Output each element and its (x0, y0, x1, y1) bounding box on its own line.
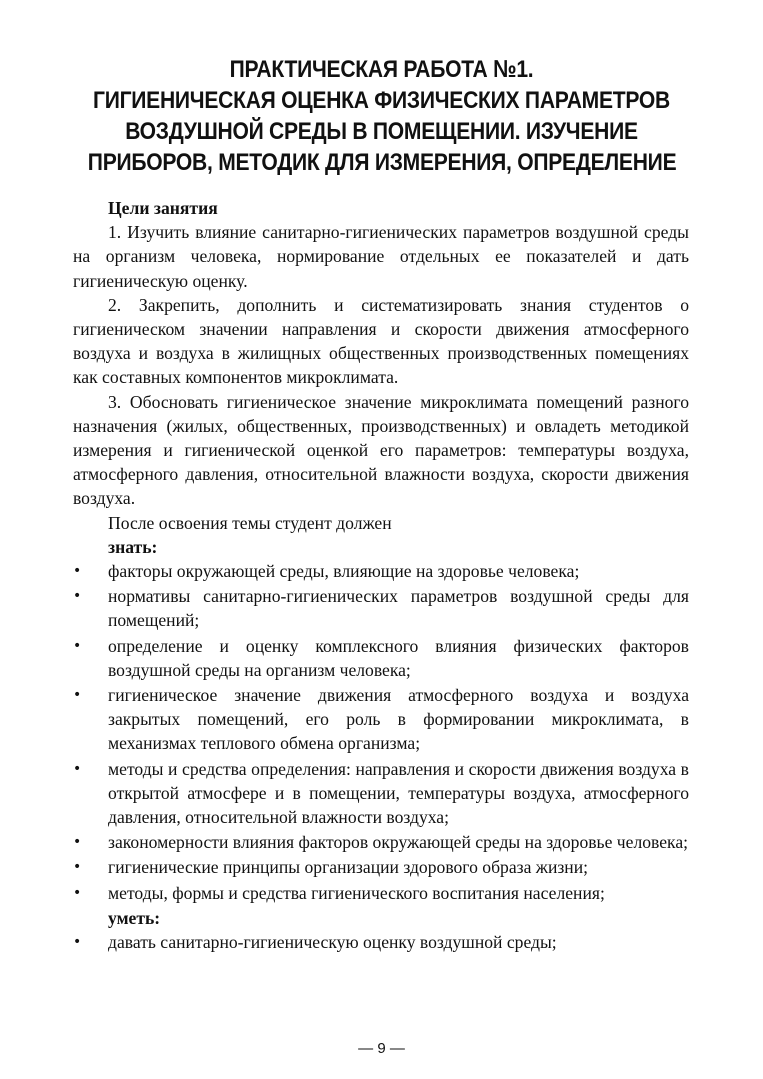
list-item (73, 830, 689, 854)
list-item-text: гигиеническое значение движения атмосферного воздуха и воздуха закрытых помещений, его роль в формировании микроклимата, в механизмах теплового обмена организма; (108, 685, 689, 754)
list-item (73, 881, 689, 905)
bullet-icon: • (73, 760, 82, 777)
title-line: ПРАКТИЧЕСКАЯ РАБОТА №1. (229, 56, 534, 83)
bullet-icon: • (73, 884, 82, 901)
list-item-text: методы и средства определения: направления и скорости движения воздуха в открытой атмосфере и в помещении, температуры воздуха, атмосферного давления, относительной влажности воздуха; (108, 758, 689, 828)
after-text: После освоения темы студент должен (108, 512, 392, 533)
can-heading: уметь: (108, 907, 161, 928)
list-item-text: факторы окружающей среды, влияющие на здоровье человека; (108, 561, 580, 582)
bullet-icon: • (73, 859, 82, 876)
know-heading: знать: (108, 536, 158, 557)
list-item (73, 559, 689, 583)
list-item (73, 683, 689, 756)
list-item (73, 584, 689, 632)
goal-paragraph: 1. Изучить влияние санитарно-гигиенических параметров воздушной среды на организм человека, нормирование отдельных ее показателей и дать гигиеническую оценку. (73, 222, 689, 291)
list-item (73, 757, 689, 830)
title-line: ВОЗДУШНОЙ СРЕДЫ В ПОМЕЩЕНИИ. ИЗУЧЕНИЕ (125, 118, 638, 145)
list-item-text: методы, формы и средства гигиенического воспитания населения; (108, 882, 605, 903)
bullet-icon: • (73, 637, 82, 654)
can-list (73, 930, 689, 954)
page-title (88, 54, 675, 178)
list-item-text: определение и оценку комплексного влияния физических факторов воздушной среды на организм человека; (108, 635, 689, 680)
bullet-icon: • (73, 563, 82, 580)
goals-heading: Цели занятия (108, 198, 218, 218)
list-item-text: давать санитарно-гигиеническую оценку воздушной среды; (108, 932, 557, 953)
title-line: ГИГИЕНИЧЕСКАЯ ОЦЕНКА ФИЗИЧЕСКИХ ПАРАМЕТРОВ (93, 87, 670, 114)
know-list (73, 559, 689, 905)
page-number: — 9 — (358, 1040, 405, 1057)
bullet-icon: • (73, 934, 82, 951)
title-line: ПРИБОРОВ, МЕТОДИК ДЛЯ ИЗМЕРЕНИЯ, ОПРЕДЕЛЕНИЕ (87, 149, 677, 176)
list-item (73, 634, 689, 682)
list-item (73, 855, 689, 879)
body-text (73, 196, 689, 955)
bullet-icon: • (73, 834, 82, 851)
list-item (73, 930, 689, 954)
goal-paragraph: 2. Закрепить, дополнить и систематизировать знания студентов о гигиеническом значении направления и скорости движения атмосферного воздуха и воздуха в жилищных общественных производственных помещениях как составных компонентов микроклимата. (73, 294, 689, 388)
bullet-icon: • (73, 687, 82, 704)
bullet-icon: • (73, 588, 82, 605)
goal-paragraph: 3. Обосновать гигиеническое значение микроклимата помещений разного назначения (жилых, общественных, производственных) и овладеть методикой измерения и гигиенической оценкой его параметров: температуры воздуха, атмосферного давления, относительной влажности воздуха, скорости движения воздуха. (73, 391, 689, 509)
list-item-text: гигиенические принципы организации здорового образа жизни; (108, 857, 589, 878)
list-item-text: закономерности влияния факторов окружающей среды на здоровье человека; (108, 832, 689, 853)
list-item-text: нормативы санитарно-гигиенических параметров воздушной среды для помещений; (108, 586, 689, 631)
